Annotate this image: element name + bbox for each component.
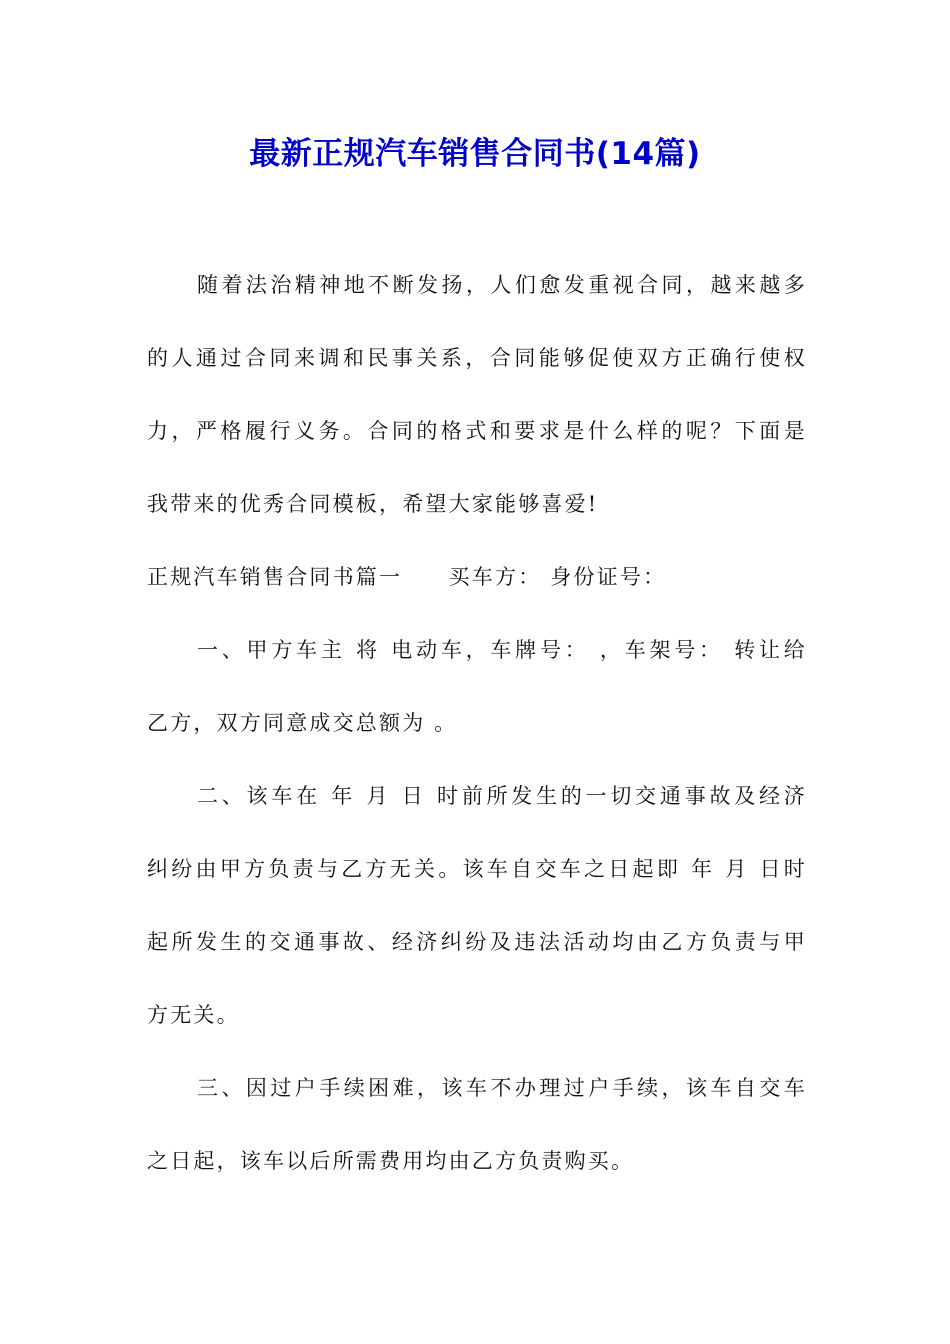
- paragraph-line: 乙方，双方同意成交总额为 。: [147, 711, 458, 735]
- paragraph-line: 之日起，该车以后所需费用均由乙方负责购买。: [147, 1149, 635, 1173]
- document-body: [147, 265, 807, 1214]
- paragraph-line: 方无关。: [147, 1003, 240, 1027]
- paragraph-line: 力，严格履行义务。合同的格式和要求是什么样的呢？下面是: [147, 419, 807, 443]
- paragraph-line: 三、因过户手续困难，该车不办理过户手续，该车自交车: [197, 1076, 807, 1100]
- paragraph-line: 我带来的优秀合同模板，希望大家能够喜爱!: [147, 492, 599, 516]
- section-heading-line: 正规汽车销售合同书篇一 买车方： 身份证号：: [147, 565, 667, 589]
- document-title: 最新正规汽车销售合同书(14篇): [249, 136, 701, 172]
- paragraph-line: 起所发生的交通事故、经济纠纷及违法活动均由乙方负责与甲: [147, 930, 807, 954]
- paragraph-line: 的人通过合同来调和民事关系，合同能够促使双方正确行使权: [147, 346, 807, 370]
- paragraph-line: 随着法治精神地不断发扬，人们愈发重视合同，越来越多: [197, 273, 807, 297]
- paragraph-line: 二、该车在 年 月 日 时前所发生的一切交通事故及经济: [197, 784, 807, 808]
- paragraph-line: 纠纷由甲方负责与乙方无关。该车自交车之日起即 年 月 日时: [147, 857, 807, 881]
- paragraph-line: 一、甲方车主 将 电动车，车牌号： ，车架号： 转让给: [197, 638, 807, 662]
